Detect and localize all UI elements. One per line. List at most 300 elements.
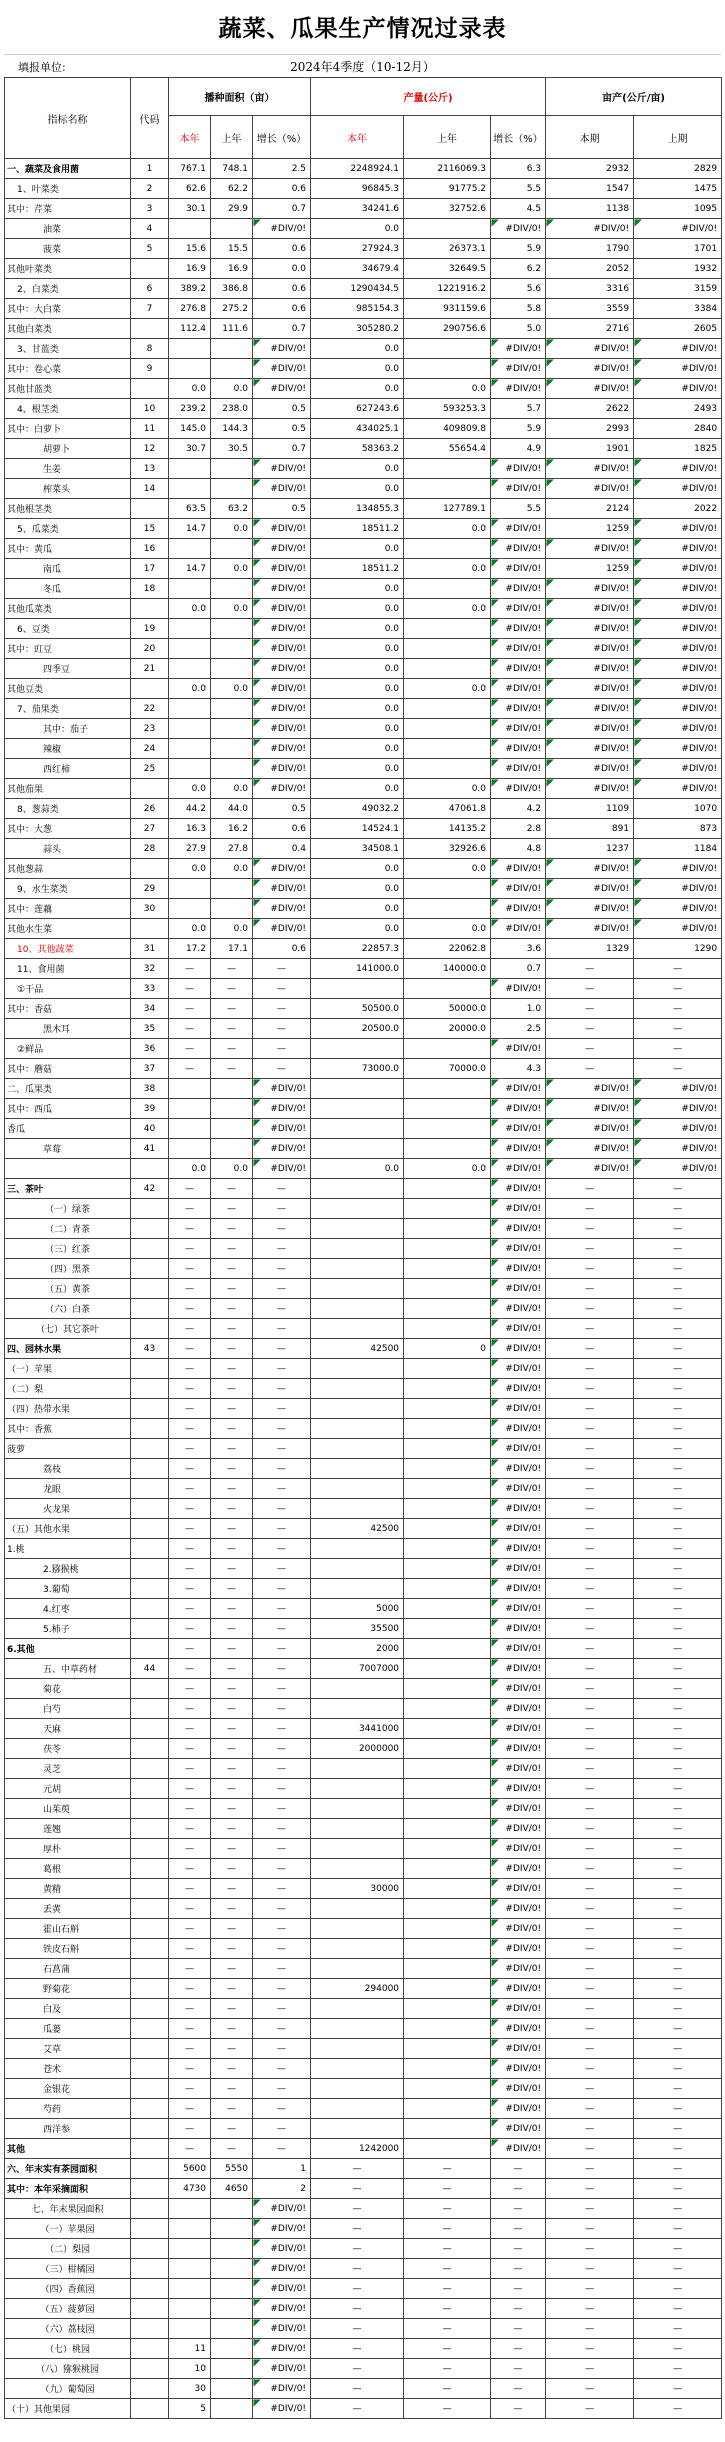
cell-area-this-year[interactable]: — bbox=[169, 1459, 211, 1479]
cell-area-last-year[interactable] bbox=[211, 2359, 253, 2379]
cell-yield-this-period[interactable]: — bbox=[546, 1539, 634, 1559]
cell-output-this-year[interactable]: 34679.4 bbox=[311, 259, 404, 279]
cell-output-last-year[interactable] bbox=[404, 1859, 491, 1879]
cell-yield-last-period[interactable]: — bbox=[634, 2079, 722, 2099]
cell-area-last-year[interactable]: — bbox=[211, 1879, 253, 1899]
cell-output-growth[interactable]: #DIV/0! bbox=[491, 1999, 546, 2019]
cell-output-last-year[interactable] bbox=[404, 1439, 491, 1459]
cell-output-growth[interactable]: 5.0 bbox=[491, 319, 546, 339]
cell-output-this-year[interactable] bbox=[311, 1699, 404, 1719]
cell-code[interactable] bbox=[131, 1519, 169, 1539]
cell-output-last-year[interactable] bbox=[404, 2059, 491, 2079]
cell-code[interactable]: 10 bbox=[131, 399, 169, 419]
cell-yield-last-period[interactable]: — bbox=[634, 1799, 722, 1819]
cell-output-this-year[interactable]: 0.0 bbox=[311, 739, 404, 759]
cell-name[interactable]: 其他瓜菜类 bbox=[5, 599, 131, 619]
cell-area-this-year[interactable] bbox=[169, 479, 211, 499]
cell-area-growth[interactable]: — bbox=[253, 1019, 311, 1039]
cell-yield-last-period[interactable]: — bbox=[634, 1559, 722, 1579]
cell-output-last-year[interactable] bbox=[404, 1839, 491, 1859]
cell-output-this-year[interactable] bbox=[311, 1559, 404, 1579]
cell-output-this-year[interactable]: 0.0 bbox=[311, 879, 404, 899]
cell-output-this-year[interactable]: 2248924.1 bbox=[311, 159, 404, 179]
cell-name[interactable]: 其中：香蕉 bbox=[5, 1419, 131, 1439]
cell-yield-this-period[interactable]: #DIV/0! bbox=[546, 879, 634, 899]
cell-output-last-year[interactable] bbox=[404, 1139, 491, 1159]
cell-area-growth[interactable]: #DIV/0! bbox=[253, 379, 311, 399]
cell-area-last-year[interactable]: — bbox=[211, 2079, 253, 2099]
cell-name[interactable]: 瓜蒌 bbox=[5, 2019, 131, 2039]
cell-output-growth[interactable]: #DIV/0! bbox=[491, 639, 546, 659]
cell-yield-this-period[interactable]: 3559 bbox=[546, 299, 634, 319]
cell-output-last-year[interactable]: 140000.0 bbox=[404, 959, 491, 979]
cell-code[interactable]: 14 bbox=[131, 479, 169, 499]
cell-area-growth[interactable]: — bbox=[253, 1539, 311, 1559]
cell-output-last-year[interactable] bbox=[404, 1939, 491, 1959]
cell-code[interactable]: 39 bbox=[131, 1099, 169, 1119]
cell-yield-last-period[interactable]: — bbox=[634, 1299, 722, 1319]
cell-area-last-year[interactable]: — bbox=[211, 1679, 253, 1699]
cell-output-this-year[interactable]: — bbox=[311, 2239, 404, 2259]
cell-output-growth[interactable]: #DIV/0! bbox=[491, 1299, 546, 1319]
cell-yield-this-period[interactable]: 1237 bbox=[546, 839, 634, 859]
cell-output-last-year[interactable] bbox=[404, 639, 491, 659]
cell-area-this-year[interactable]: 63.5 bbox=[169, 499, 211, 519]
cell-code[interactable] bbox=[131, 2279, 169, 2299]
cell-area-last-year[interactable]: — bbox=[211, 1659, 253, 1679]
cell-yield-this-period[interactable]: — bbox=[546, 1819, 634, 1839]
cell-area-growth[interactable]: #DIV/0! bbox=[253, 659, 311, 679]
cell-area-last-year[interactable]: — bbox=[211, 959, 253, 979]
cell-yield-last-period[interactable]: — bbox=[634, 1059, 722, 1079]
cell-yield-this-period[interactable]: — bbox=[546, 2259, 634, 2279]
cell-output-this-year[interactable]: 73000.0 bbox=[311, 1059, 404, 1079]
cell-yield-last-period[interactable]: — bbox=[634, 1619, 722, 1639]
cell-yield-this-period[interactable]: #DIV/0! bbox=[546, 579, 634, 599]
cell-output-growth[interactable]: #DIV/0! bbox=[491, 1339, 546, 1359]
cell-code[interactable] bbox=[131, 1759, 169, 1779]
cell-yield-last-period[interactable]: 2829 bbox=[634, 159, 722, 179]
cell-area-last-year[interactable] bbox=[211, 619, 253, 639]
cell-yield-this-period[interactable]: — bbox=[546, 959, 634, 979]
cell-area-last-year[interactable] bbox=[211, 699, 253, 719]
cell-name[interactable]: （七）其它茶叶 bbox=[5, 1319, 131, 1339]
cell-output-last-year[interactable]: 26373.1 bbox=[404, 239, 491, 259]
cell-code[interactable] bbox=[131, 2099, 169, 2119]
cell-output-this-year[interactable]: 305280.2 bbox=[311, 319, 404, 339]
cell-yield-this-period[interactable]: — bbox=[546, 1979, 634, 1999]
cell-area-this-year[interactable] bbox=[169, 359, 211, 379]
cell-area-last-year[interactable] bbox=[211, 1099, 253, 1119]
cell-name[interactable]: 草莓 bbox=[5, 1139, 131, 1159]
cell-output-growth[interactable]: #DIV/0! bbox=[491, 879, 546, 899]
cell-area-this-year[interactable] bbox=[169, 699, 211, 719]
cell-area-last-year[interactable]: — bbox=[211, 2139, 253, 2159]
cell-code[interactable] bbox=[131, 2139, 169, 2159]
cell-area-growth[interactable]: #DIV/0! bbox=[253, 2219, 311, 2239]
cell-yield-this-period[interactable]: — bbox=[546, 1699, 634, 1719]
cell-code[interactable]: 1 bbox=[131, 159, 169, 179]
cell-area-growth[interactable]: 0.0 bbox=[253, 259, 311, 279]
cell-yield-this-period[interactable]: — bbox=[546, 2139, 634, 2159]
cell-area-last-year[interactable]: 0.0 bbox=[211, 679, 253, 699]
cell-yield-this-period[interactable]: — bbox=[546, 1599, 634, 1619]
cell-code[interactable] bbox=[131, 2299, 169, 2319]
cell-output-this-year[interactable] bbox=[311, 1139, 404, 1159]
cell-code[interactable] bbox=[131, 319, 169, 339]
cell-yield-this-period[interactable]: 1259 bbox=[546, 519, 634, 539]
cell-output-growth[interactable]: #DIV/0! bbox=[491, 2079, 546, 2099]
cell-output-this-year[interactable]: 0.0 bbox=[311, 219, 404, 239]
cell-code[interactable] bbox=[131, 1299, 169, 1319]
cell-area-growth[interactable]: #DIV/0! bbox=[253, 2319, 311, 2339]
cell-area-growth[interactable]: — bbox=[253, 1279, 311, 1299]
cell-code[interactable]: 41 bbox=[131, 1139, 169, 1159]
cell-output-this-year[interactable]: 0.0 bbox=[311, 639, 404, 659]
cell-area-this-year[interactable]: — bbox=[169, 1699, 211, 1719]
cell-yield-this-period[interactable]: — bbox=[546, 1459, 634, 1479]
cell-output-this-year[interactable]: 0.0 bbox=[311, 479, 404, 499]
cell-area-growth[interactable]: #DIV/0! bbox=[253, 639, 311, 659]
cell-yield-last-period[interactable]: 3384 bbox=[634, 299, 722, 319]
cell-area-growth[interactable]: — bbox=[253, 1039, 311, 1059]
cell-yield-this-period[interactable]: — bbox=[546, 1179, 634, 1199]
cell-yield-this-period[interactable]: 1109 bbox=[546, 799, 634, 819]
cell-area-last-year[interactable]: — bbox=[211, 1179, 253, 1199]
cell-name[interactable]: 胡萝卜 bbox=[5, 439, 131, 459]
cell-output-last-year[interactable] bbox=[404, 1279, 491, 1299]
cell-name[interactable]: 其中：白萝卜 bbox=[5, 419, 131, 439]
cell-name[interactable]: 龙眼 bbox=[5, 1479, 131, 1499]
cell-output-this-year[interactable]: 42500 bbox=[311, 1519, 404, 1539]
cell-output-growth[interactable]: — bbox=[491, 2239, 546, 2259]
cell-area-growth[interactable]: #DIV/0! bbox=[253, 2379, 311, 2399]
cell-area-this-year[interactable]: — bbox=[169, 1399, 211, 1419]
cell-yield-last-period[interactable]: #DIV/0! bbox=[634, 219, 722, 239]
cell-area-last-year[interactable]: — bbox=[211, 1719, 253, 1739]
cell-output-growth[interactable]: — bbox=[491, 2179, 546, 2199]
cell-yield-this-period[interactable]: — bbox=[546, 1739, 634, 1759]
cell-yield-last-period[interactable]: — bbox=[634, 1179, 722, 1199]
cell-area-this-year[interactable]: — bbox=[169, 1679, 211, 1699]
cell-area-last-year[interactable] bbox=[211, 1139, 253, 1159]
cell-code[interactable]: 35 bbox=[131, 1019, 169, 1039]
cell-area-growth[interactable]: — bbox=[253, 1779, 311, 1799]
cell-area-growth[interactable]: — bbox=[253, 1339, 311, 1359]
cell-area-growth[interactable]: #DIV/0! bbox=[253, 779, 311, 799]
cell-output-this-year[interactable] bbox=[311, 1859, 404, 1879]
cell-area-last-year[interactable] bbox=[211, 2219, 253, 2239]
cell-yield-this-period[interactable]: — bbox=[546, 2319, 634, 2339]
cell-area-growth[interactable]: — bbox=[253, 2099, 311, 2119]
cell-output-growth[interactable]: #DIV/0! bbox=[491, 1779, 546, 1799]
cell-area-last-year[interactable]: — bbox=[211, 1499, 253, 1519]
cell-name[interactable]: 荔枝 bbox=[5, 1459, 131, 1479]
cell-yield-last-period[interactable]: #DIV/0! bbox=[634, 339, 722, 359]
cell-output-growth[interactable]: 2.8 bbox=[491, 819, 546, 839]
cell-yield-last-period[interactable]: 1070 bbox=[634, 799, 722, 819]
cell-code[interactable]: 44 bbox=[131, 1659, 169, 1679]
cell-output-last-year[interactable] bbox=[404, 719, 491, 739]
cell-code[interactable] bbox=[131, 1819, 169, 1839]
cell-name[interactable]: 榨菜头 bbox=[5, 479, 131, 499]
cell-area-last-year[interactable] bbox=[211, 2339, 253, 2359]
cell-yield-this-period[interactable]: — bbox=[546, 2219, 634, 2239]
cell-area-growth[interactable]: — bbox=[253, 1999, 311, 2019]
cell-output-growth[interactable]: #DIV/0! bbox=[491, 539, 546, 559]
cell-output-growth[interactable]: #DIV/0! bbox=[491, 579, 546, 599]
cell-output-growth[interactable]: #DIV/0! bbox=[491, 1839, 546, 1859]
cell-yield-this-period[interactable]: — bbox=[546, 1579, 634, 1599]
cell-yield-last-period[interactable]: — bbox=[634, 2059, 722, 2079]
cell-yield-last-period[interactable]: 2493 bbox=[634, 399, 722, 419]
cell-area-this-year[interactable]: 767.1 bbox=[169, 159, 211, 179]
cell-yield-this-period[interactable]: — bbox=[546, 1219, 634, 1239]
cell-area-this-year[interactable]: — bbox=[169, 2039, 211, 2059]
cell-area-this-year[interactable]: 14.7 bbox=[169, 519, 211, 539]
cell-output-growth[interactable]: #DIV/0! bbox=[491, 1559, 546, 1579]
cell-name[interactable]: 其中：香菇 bbox=[5, 999, 131, 1019]
cell-output-this-year[interactable] bbox=[311, 2039, 404, 2059]
cell-area-growth[interactable]: — bbox=[253, 979, 311, 999]
cell-yield-last-period[interactable]: — bbox=[634, 1019, 722, 1039]
cell-area-last-year[interactable] bbox=[211, 739, 253, 759]
cell-area-last-year[interactable]: 0.0 bbox=[211, 379, 253, 399]
cell-name[interactable]: 1、叶菜类 bbox=[5, 179, 131, 199]
cell-area-growth[interactable]: 0.6 bbox=[253, 819, 311, 839]
cell-yield-this-period[interactable]: — bbox=[546, 1859, 634, 1879]
cell-name[interactable]: （二）梨 bbox=[5, 1379, 131, 1399]
cell-yield-this-period[interactable]: — bbox=[546, 1359, 634, 1379]
cell-name[interactable]: ②鲜品 bbox=[5, 1039, 131, 1059]
cell-yield-this-period[interactable]: — bbox=[546, 1519, 634, 1539]
cell-output-this-year[interactable] bbox=[311, 1039, 404, 1059]
cell-output-growth[interactable]: #DIV/0! bbox=[491, 1519, 546, 1539]
cell-name[interactable]: 其中：大白菜 bbox=[5, 299, 131, 319]
cell-output-last-year[interactable] bbox=[404, 879, 491, 899]
cell-area-this-year[interactable]: 17.2 bbox=[169, 939, 211, 959]
cell-area-this-year[interactable]: — bbox=[169, 1019, 211, 1039]
cell-area-last-year[interactable]: — bbox=[211, 2039, 253, 2059]
cell-code[interactable]: 21 bbox=[131, 659, 169, 679]
cell-output-growth[interactable]: — bbox=[491, 2219, 546, 2239]
cell-code[interactable]: 26 bbox=[131, 799, 169, 819]
cell-area-this-year[interactable]: — bbox=[169, 2059, 211, 2079]
cell-yield-last-period[interactable]: — bbox=[634, 2339, 722, 2359]
cell-output-growth[interactable]: #DIV/0! bbox=[491, 699, 546, 719]
cell-code[interactable] bbox=[131, 2079, 169, 2099]
cell-output-this-year[interactable] bbox=[311, 1199, 404, 1219]
cell-yield-this-period[interactable]: — bbox=[546, 1959, 634, 1979]
cell-code[interactable]: 30 bbox=[131, 899, 169, 919]
cell-output-growth[interactable]: 5.8 bbox=[491, 299, 546, 319]
cell-yield-this-period[interactable]: 3316 bbox=[546, 279, 634, 299]
cell-output-last-year[interactable] bbox=[404, 1919, 491, 1939]
cell-output-this-year[interactable] bbox=[311, 2119, 404, 2139]
cell-output-this-year[interactable]: — bbox=[311, 2359, 404, 2379]
cell-yield-this-period[interactable]: #DIV/0! bbox=[546, 659, 634, 679]
cell-area-growth[interactable]: #DIV/0! bbox=[253, 2299, 311, 2319]
cell-output-growth[interactable]: #DIV/0! bbox=[491, 599, 546, 619]
cell-yield-last-period[interactable]: #DIV/0! bbox=[634, 739, 722, 759]
cell-area-last-year[interactable]: — bbox=[211, 1439, 253, 1459]
cell-yield-this-period[interactable]: #DIV/0! bbox=[546, 679, 634, 699]
cell-area-this-year[interactable]: 30.1 bbox=[169, 199, 211, 219]
cell-output-growth[interactable]: #DIV/0! bbox=[491, 559, 546, 579]
cell-area-this-year[interactable]: 0.0 bbox=[169, 1159, 211, 1179]
cell-code[interactable] bbox=[131, 1679, 169, 1699]
cell-output-growth[interactable]: — bbox=[491, 2279, 546, 2299]
cell-output-growth[interactable]: #DIV/0! bbox=[491, 619, 546, 639]
cell-area-last-year[interactable]: — bbox=[211, 1779, 253, 1799]
cell-area-last-year[interactable]: — bbox=[211, 1199, 253, 1219]
cell-area-this-year[interactable]: 62.6 bbox=[169, 179, 211, 199]
cell-output-this-year[interactable]: — bbox=[311, 2379, 404, 2399]
cell-output-this-year[interactable] bbox=[311, 2019, 404, 2039]
cell-output-this-year[interactable] bbox=[311, 1219, 404, 1239]
cell-area-growth[interactable]: 0.5 bbox=[253, 499, 311, 519]
cell-area-last-year[interactable] bbox=[211, 1119, 253, 1139]
cell-output-last-year[interactable] bbox=[404, 1459, 491, 1479]
cell-yield-this-period[interactable]: — bbox=[546, 2239, 634, 2259]
cell-output-this-year[interactable]: 0.0 bbox=[311, 779, 404, 799]
cell-code[interactable] bbox=[131, 2059, 169, 2079]
cell-code[interactable] bbox=[131, 1639, 169, 1659]
cell-output-this-year[interactable]: 14524.1 bbox=[311, 819, 404, 839]
cell-output-growth[interactable]: #DIV/0! bbox=[491, 979, 546, 999]
cell-area-last-year[interactable]: — bbox=[211, 1419, 253, 1439]
cell-area-last-year[interactable]: — bbox=[211, 1819, 253, 1839]
cell-yield-this-period[interactable]: — bbox=[546, 1339, 634, 1359]
cell-code[interactable] bbox=[131, 259, 169, 279]
cell-code[interactable] bbox=[131, 1219, 169, 1239]
cell-area-growth[interactable]: — bbox=[253, 1799, 311, 1819]
cell-area-growth[interactable]: — bbox=[253, 1519, 311, 1539]
cell-yield-this-period[interactable]: — bbox=[546, 999, 634, 1019]
cell-output-growth[interactable]: #DIV/0! bbox=[491, 1499, 546, 1519]
cell-yield-this-period[interactable]: — bbox=[546, 1479, 634, 1499]
cell-name[interactable]: （五）其他水果 bbox=[5, 1519, 131, 1539]
cell-yield-last-period[interactable]: — bbox=[634, 1579, 722, 1599]
cell-output-last-year[interactable]: — bbox=[404, 2339, 491, 2359]
cell-output-this-year[interactable] bbox=[311, 1959, 404, 1979]
cell-area-last-year[interactable] bbox=[211, 539, 253, 559]
cell-name[interactable]: 南瓜 bbox=[5, 559, 131, 579]
cell-code[interactable]: 36 bbox=[131, 1039, 169, 1059]
cell-area-this-year[interactable]: — bbox=[169, 2079, 211, 2099]
cell-output-last-year[interactable]: 0.0 bbox=[404, 559, 491, 579]
cell-area-last-year[interactable]: — bbox=[211, 1559, 253, 1579]
cell-yield-last-period[interactable]: — bbox=[634, 2239, 722, 2259]
cell-output-growth[interactable]: #DIV/0! bbox=[491, 1879, 546, 1899]
cell-output-growth[interactable]: 4.2 bbox=[491, 799, 546, 819]
cell-code[interactable] bbox=[131, 2159, 169, 2179]
cell-area-growth[interactable]: #DIV/0! bbox=[253, 459, 311, 479]
cell-yield-this-period[interactable]: — bbox=[546, 1939, 634, 1959]
cell-name[interactable]: 其他茄果 bbox=[5, 779, 131, 799]
cell-code[interactable]: 43 bbox=[131, 1339, 169, 1359]
cell-name[interactable]: 其他白菜类 bbox=[5, 319, 131, 339]
cell-code[interactable] bbox=[131, 1899, 169, 1919]
cell-area-this-year[interactable]: — bbox=[169, 1779, 211, 1799]
cell-yield-this-period[interactable]: — bbox=[546, 1319, 634, 1339]
cell-output-this-year[interactable] bbox=[311, 1439, 404, 1459]
cell-output-last-year[interactable] bbox=[404, 1759, 491, 1779]
cell-name[interactable]: 西洋参 bbox=[5, 2119, 131, 2139]
cell-output-last-year[interactable] bbox=[404, 979, 491, 999]
cell-yield-this-period[interactable]: — bbox=[546, 1659, 634, 1679]
cell-name[interactable]: 1.桃 bbox=[5, 1539, 131, 1559]
cell-yield-last-period[interactable]: #DIV/0! bbox=[634, 899, 722, 919]
cell-area-growth[interactable]: — bbox=[253, 1739, 311, 1759]
cell-area-last-year[interactable]: 275.2 bbox=[211, 299, 253, 319]
cell-yield-this-period[interactable]: — bbox=[546, 2299, 634, 2319]
cell-name[interactable]: 元胡 bbox=[5, 1779, 131, 1799]
cell-area-this-year[interactable]: 30.7 bbox=[169, 439, 211, 459]
cell-output-this-year[interactable]: 0.0 bbox=[311, 619, 404, 639]
cell-output-this-year[interactable]: — bbox=[311, 2399, 404, 2419]
cell-code[interactable]: 28 bbox=[131, 839, 169, 859]
cell-area-this-year[interactable] bbox=[169, 2279, 211, 2299]
cell-name[interactable]: 七、年末果园面积 bbox=[5, 2199, 131, 2219]
cell-name[interactable]: 其中：卷心菜 bbox=[5, 359, 131, 379]
cell-name[interactable]: 霍山石斛 bbox=[5, 1919, 131, 1939]
cell-output-last-year[interactable]: 0.0 bbox=[404, 859, 491, 879]
cell-yield-last-period[interactable]: #DIV/0! bbox=[634, 679, 722, 699]
cell-output-last-year[interactable] bbox=[404, 1819, 491, 1839]
cell-yield-this-period[interactable]: #DIV/0! bbox=[546, 1159, 634, 1179]
cell-output-growth[interactable]: #DIV/0! bbox=[491, 479, 546, 499]
cell-yield-last-period[interactable]: — bbox=[634, 1479, 722, 1499]
cell-output-last-year[interactable] bbox=[404, 539, 491, 559]
cell-area-this-year[interactable]: 27.9 bbox=[169, 839, 211, 859]
cell-name[interactable]: 火龙果 bbox=[5, 1499, 131, 1519]
cell-area-growth[interactable]: — bbox=[253, 1639, 311, 1659]
cell-output-this-year[interactable] bbox=[311, 1819, 404, 1839]
cell-output-this-year[interactable]: 0.0 bbox=[311, 899, 404, 919]
cell-area-growth[interactable]: #DIV/0! bbox=[253, 2279, 311, 2299]
cell-code[interactable]: 17 bbox=[131, 559, 169, 579]
cell-area-growth[interactable]: 0.7 bbox=[253, 439, 311, 459]
cell-area-growth[interactable]: — bbox=[253, 1699, 311, 1719]
cell-yield-this-period[interactable]: — bbox=[546, 1419, 634, 1439]
cell-area-this-year[interactable]: — bbox=[169, 1479, 211, 1499]
cell-yield-last-period[interactable]: — bbox=[634, 1379, 722, 1399]
cell-area-growth[interactable]: 1 bbox=[253, 2159, 311, 2179]
cell-area-growth[interactable]: #DIV/0! bbox=[253, 579, 311, 599]
cell-yield-this-period[interactable]: #DIV/0! bbox=[546, 619, 634, 639]
cell-yield-last-period[interactable]: 1184 bbox=[634, 839, 722, 859]
cell-code[interactable] bbox=[131, 1959, 169, 1979]
cell-area-last-year[interactable] bbox=[211, 2299, 253, 2319]
cell-output-last-year[interactable] bbox=[404, 1119, 491, 1139]
cell-area-growth[interactable]: — bbox=[253, 2039, 311, 2059]
cell-yield-this-period[interactable]: — bbox=[546, 1239, 634, 1259]
cell-code[interactable]: 40 bbox=[131, 1119, 169, 1139]
cell-output-growth[interactable]: 3.6 bbox=[491, 939, 546, 959]
cell-area-last-year[interactable]: 63.2 bbox=[211, 499, 253, 519]
cell-yield-this-period[interactable]: #DIV/0! bbox=[546, 539, 634, 559]
cell-yield-last-period[interactable]: — bbox=[634, 1359, 722, 1379]
cell-code[interactable] bbox=[131, 499, 169, 519]
cell-area-growth[interactable]: #DIV/0! bbox=[253, 359, 311, 379]
cell-name[interactable]: 黑木耳 bbox=[5, 1019, 131, 1039]
cell-yield-last-period[interactable]: — bbox=[634, 999, 722, 1019]
cell-code[interactable] bbox=[131, 2399, 169, 2419]
cell-name[interactable]: 其中：黄瓜 bbox=[5, 539, 131, 559]
cell-code[interactable]: 16 bbox=[131, 539, 169, 559]
cell-code[interactable] bbox=[131, 1939, 169, 1959]
